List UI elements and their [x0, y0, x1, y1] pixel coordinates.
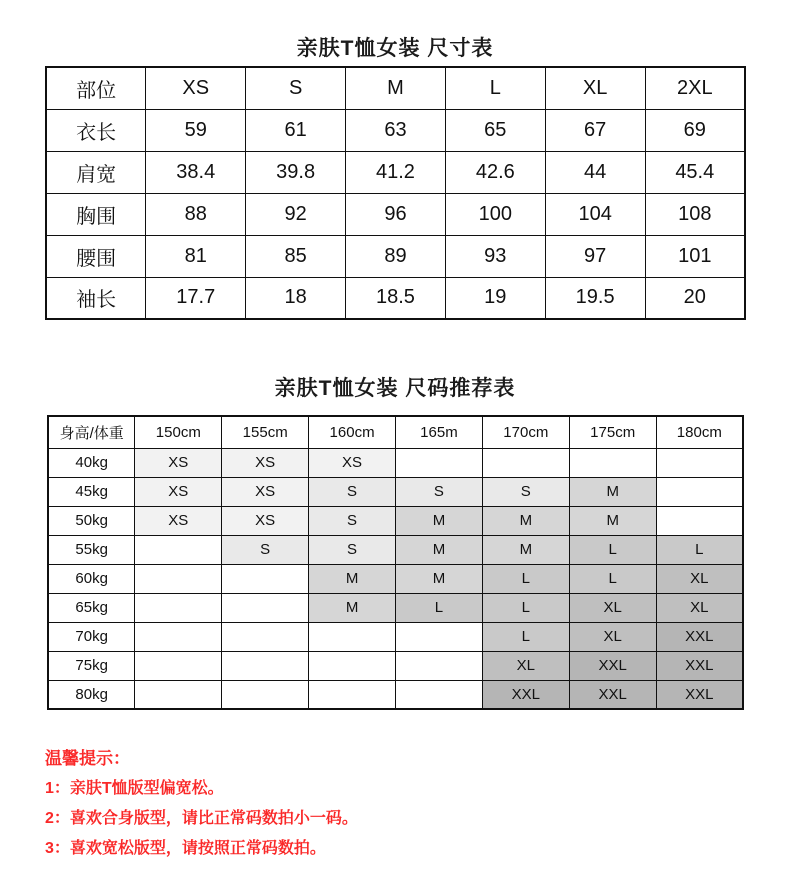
size-table-cell: 108	[645, 193, 745, 235]
size-table-title: 亲肤T恤女装 尺寸表	[296, 37, 494, 60]
recommend-table-cell: XL	[656, 564, 743, 593]
size-table-cell: 38.4	[146, 151, 246, 193]
recommend-table-header-cell: 160cm	[309, 416, 396, 448]
size-table-cell: 93	[445, 235, 545, 277]
size-table-cell: 96	[346, 193, 446, 235]
recommend-table-cell	[222, 593, 309, 622]
size-table-cell: 59	[146, 109, 246, 151]
recommend-table-cell	[396, 622, 483, 651]
size-table-row	[46, 193, 745, 235]
recommend-table-header-cell: 150cm	[135, 416, 222, 448]
size-table-cell: 81	[146, 235, 246, 277]
recommend-table-row	[48, 535, 743, 564]
size-table-row	[46, 109, 745, 151]
recommend-table-title: 亲肤T恤女装 尺码推荐表	[274, 377, 516, 400]
recommend-table-cell	[482, 448, 569, 477]
size-table-cell: 92	[246, 193, 346, 235]
recommend-table-header-cell: 身高/体重	[48, 416, 135, 448]
size-table-cell: 17.7	[146, 277, 246, 319]
recommend-table-cell: L	[396, 593, 483, 622]
recommend-table-cell: XXL	[569, 680, 656, 709]
size-table-cell: 65	[445, 109, 545, 151]
recommend-table-cell: M	[569, 477, 656, 506]
size-table-header-cell: L	[445, 67, 545, 109]
recommend-table-cell	[222, 680, 309, 709]
recommend-table-cell: M	[396, 506, 483, 535]
recommend-table-header-cell: 170cm	[482, 416, 569, 448]
recommend-table-cell: M	[309, 593, 396, 622]
recommend-table-row-label: 40kg	[48, 448, 135, 477]
tips-section	[45, 744, 358, 864]
recommend-table-row-label: 55kg	[48, 535, 135, 564]
recommend-table-row	[48, 564, 743, 593]
tips-list	[45, 774, 358, 864]
recommend-table-cell: XL	[569, 622, 656, 651]
recommend-table-cell	[656, 448, 743, 477]
recommend-table-cell	[135, 622, 222, 651]
recommend-table-cell	[222, 564, 309, 593]
recommend-table-cell	[309, 622, 396, 651]
recommend-table-cell: XS	[222, 477, 309, 506]
recommend-table-cell: XXL	[656, 651, 743, 680]
recommend-table-cell	[656, 506, 743, 535]
recommend-table-cell	[135, 535, 222, 564]
size-table-cell: 39.8	[246, 151, 346, 193]
recommend-table-cell	[135, 680, 222, 709]
recommend-table-cell: XXL	[482, 680, 569, 709]
size-table-header-cell: M	[346, 67, 446, 109]
recommend-table-row-label: 60kg	[48, 564, 135, 593]
recommend-table-cell: S	[222, 535, 309, 564]
size-table-header	[46, 67, 745, 109]
size-table-cell: 101	[645, 235, 745, 277]
size-table-row-label: 腰围	[46, 235, 146, 277]
size-table-header-cell: 部位	[46, 67, 146, 109]
size-table-cell: 45.4	[645, 151, 745, 193]
recommend-table-header-cell: 165m	[396, 416, 483, 448]
recommend-table-row	[48, 506, 743, 535]
size-table-row	[46, 151, 745, 193]
size-table-header-row	[46, 67, 745, 109]
recommend-table-cell: L	[569, 564, 656, 593]
size-table-cell: 88	[146, 193, 246, 235]
size-table-header-cell: XL	[545, 67, 645, 109]
recommend-table-cell: XS	[135, 506, 222, 535]
recommend-table-cell: XXL	[569, 651, 656, 680]
recommend-table-cell: XL	[482, 651, 569, 680]
size-table-cell: 61	[246, 109, 346, 151]
recommend-table-header-cell: 155cm	[222, 416, 309, 448]
recommend-table-body	[48, 448, 743, 709]
recommend-table-cell	[222, 651, 309, 680]
recommend-table-header-row	[48, 416, 743, 448]
size-table-cell: 19	[445, 277, 545, 319]
size-table-cell: 41.2	[346, 151, 446, 193]
recommend-table-cell: L	[569, 535, 656, 564]
recommend-table	[47, 415, 744, 710]
size-table-header-cell: S	[246, 67, 346, 109]
size-table-cell: 44	[545, 151, 645, 193]
size-table-row	[46, 277, 745, 319]
recommend-table-cell: M	[396, 564, 483, 593]
recommend-table-cell: XXL	[656, 680, 743, 709]
size-table	[45, 66, 746, 320]
size-table-cell: 18	[246, 277, 346, 319]
recommend-table-cell	[656, 477, 743, 506]
recommend-table-row-label: 45kg	[48, 477, 135, 506]
recommend-table-cell	[396, 651, 483, 680]
recommend-table-cell	[396, 680, 483, 709]
size-table-cell: 97	[545, 235, 645, 277]
recommend-table-cell	[135, 651, 222, 680]
size-table-row-label: 衣长	[46, 109, 146, 151]
size-table-row-label: 胸围	[46, 193, 146, 235]
size-table-cell: 18.5	[346, 277, 446, 319]
recommend-table-cell	[309, 651, 396, 680]
tip-item: 3：喜欢宽松版型，请按照正常码数拍。	[45, 840, 326, 857]
size-table-cell: 42.6	[445, 151, 545, 193]
recommend-table-cell: XS	[222, 506, 309, 535]
recommend-table-cell: S	[309, 477, 396, 506]
recommend-table-row	[48, 593, 743, 622]
recommend-table-cell: S	[309, 535, 396, 564]
recommend-table-header	[48, 416, 743, 448]
size-table-cell: 69	[645, 109, 745, 151]
size-table-cell: 85	[246, 235, 346, 277]
recommend-table-cell: XS	[135, 477, 222, 506]
recommend-table-row-label: 50kg	[48, 506, 135, 535]
recommend-table-cell: XL	[656, 593, 743, 622]
recommend-table-cell: XL	[569, 593, 656, 622]
recommend-table-cell: L	[482, 593, 569, 622]
recommend-table-row	[48, 477, 743, 506]
recommend-table-cell: XS	[309, 448, 396, 477]
recommend-table-header-cell: 175cm	[569, 416, 656, 448]
recommend-table-row-label: 75kg	[48, 651, 135, 680]
size-table-header-cell: 2XL	[645, 67, 745, 109]
recommend-table-cell: M	[396, 535, 483, 564]
recommend-table-row-label: 65kg	[48, 593, 135, 622]
tip-item: 1：亲肤T恤版型偏宽松。	[45, 780, 224, 797]
recommend-table-row	[48, 622, 743, 651]
recommend-table-cell	[396, 448, 483, 477]
recommend-table-cell: L	[482, 622, 569, 651]
recommend-table-row	[48, 651, 743, 680]
size-table-cell: 100	[445, 193, 545, 235]
size-table-row	[46, 235, 745, 277]
recommend-table-cell: M	[482, 506, 569, 535]
tip-item: 2：喜欢合身版型，请比正常码数拍小一码。	[45, 810, 358, 827]
size-table-cell: 104	[545, 193, 645, 235]
recommend-table-cell: M	[482, 535, 569, 564]
recommend-table-cell: L	[656, 535, 743, 564]
recommend-table-cell: L	[482, 564, 569, 593]
recommend-table-header-cell: 180cm	[656, 416, 743, 448]
recommend-table-cell	[222, 622, 309, 651]
recommend-table-row-label: 70kg	[48, 622, 135, 651]
recommend-table-cell	[135, 564, 222, 593]
recommend-table-cell: M	[309, 564, 396, 593]
recommend-table-row	[48, 448, 743, 477]
size-table-row-label: 袖长	[46, 277, 146, 319]
recommend-table-cell: XXL	[656, 622, 743, 651]
recommend-table-row-label: 80kg	[48, 680, 135, 709]
recommend-table-cell: M	[569, 506, 656, 535]
size-table-body	[46, 109, 745, 319]
recommend-table-cell: S	[482, 477, 569, 506]
recommend-table-row	[48, 680, 743, 709]
size-table-cell: 67	[545, 109, 645, 151]
size-table-cell: 89	[346, 235, 446, 277]
recommend-table-cell: S	[309, 506, 396, 535]
size-table-row-label: 肩宽	[46, 151, 146, 193]
recommend-table-cell	[569, 448, 656, 477]
tips-heading: 温馨提示：	[45, 749, 130, 768]
size-table-header-cell: XS	[146, 67, 246, 109]
size-table-cell: 63	[346, 109, 446, 151]
recommend-table-cell	[309, 680, 396, 709]
recommend-table-cell: XS	[135, 448, 222, 477]
size-table-cell: 19.5	[545, 277, 645, 319]
recommend-table-cell: S	[396, 477, 483, 506]
recommend-table-cell	[135, 593, 222, 622]
size-table-cell: 20	[645, 277, 745, 319]
recommend-table-cell: XS	[222, 448, 309, 477]
